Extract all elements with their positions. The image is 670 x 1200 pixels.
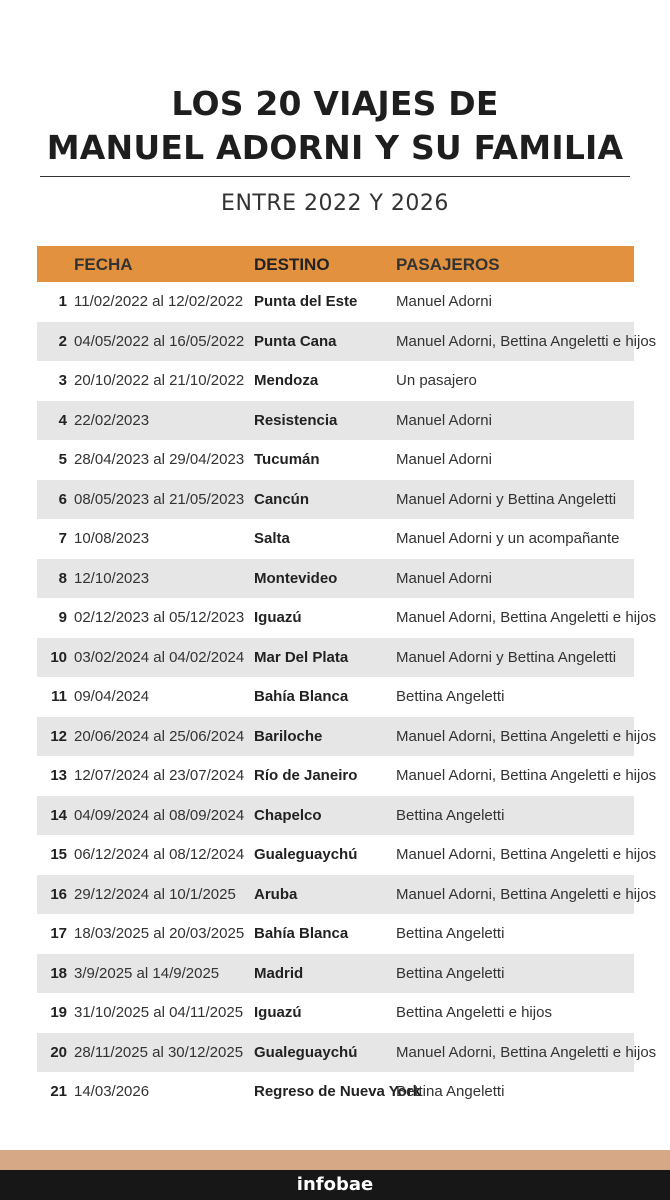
- table-row: [37, 835, 657, 875]
- cell-pasajeros: Manuel Adorni, Bettina Angeletti e hijos: [396, 767, 657, 784]
- column-header-pasajeros: PASAJEROS: [396, 255, 500, 274]
- cell-fecha: 14/03/2026: [74, 1083, 150, 1100]
- row-number: 20: [50, 1043, 67, 1061]
- table-row: [37, 480, 634, 520]
- cell-pasajeros: Bettina Angeletti: [396, 688, 505, 705]
- table-row: [37, 401, 634, 441]
- cell-pasajeros: Manuel Adorni, Bettina Angeletti e hijos: [396, 727, 657, 745]
- cell-fecha: 04/05/2022 al 16/05/2022: [74, 332, 245, 350]
- cell-destino: Tucumán: [254, 451, 320, 468]
- cell-fecha: 12/10/2023: [74, 569, 150, 587]
- table-row: [37, 559, 634, 599]
- title-divider: [40, 176, 630, 177]
- row-number: 18: [50, 964, 67, 982]
- row-number: 13: [50, 767, 67, 784]
- table-row: [37, 1033, 657, 1073]
- table-row: [37, 598, 657, 638]
- cell-pasajeros: Bettina Angeletti: [396, 1083, 505, 1100]
- table-row: [37, 756, 657, 796]
- table-row: [37, 1072, 634, 1112]
- cell-pasajeros: Manuel Adorni y un acompañante: [396, 530, 620, 547]
- table-body: [37, 282, 657, 1112]
- cell-pasajeros: Manuel Adorni y Bettina Angeletti: [396, 490, 617, 508]
- row-number: 14: [50, 806, 67, 824]
- cell-pasajeros: Bettina Angeletti: [396, 964, 505, 982]
- cell-fecha: 28/11/2025 al 30/12/2025: [74, 1043, 244, 1061]
- row-number: 10: [50, 648, 67, 666]
- cell-fecha: 12/07/2024 al 23/07/2024: [74, 767, 245, 784]
- row-number: 8: [58, 569, 67, 587]
- cell-pasajeros: Manuel Adorni: [396, 451, 492, 468]
- cell-fecha: 29/12/2024 al 10/1/2025: [74, 885, 236, 903]
- table-row: [37, 677, 634, 717]
- table-row: [37, 796, 634, 836]
- cell-destino: Bahía Blanca: [254, 688, 349, 705]
- table-header: [37, 246, 634, 282]
- cell-pasajeros: Manuel Adorni, Bettina Angeletti e hijos: [396, 609, 657, 626]
- cell-fecha: 20/10/2022 al 21/10/2022: [74, 372, 245, 389]
- cell-destino: Resistencia: [254, 411, 338, 429]
- table-row: [37, 875, 657, 915]
- row-number: 12: [50, 727, 67, 745]
- cell-destino: Chapelco: [254, 806, 322, 824]
- cell-destino: Punta del Este: [254, 293, 358, 310]
- cell-destino: Gualeguaychú: [254, 846, 358, 863]
- table-row: [37, 440, 634, 480]
- cell-pasajeros: Manuel Adorni, Bettina Angeletti e hijos: [396, 885, 657, 903]
- cell-pasajeros: Manuel Adorni, Bettina Angeletti e hijos: [396, 846, 657, 863]
- table-row: [37, 717, 657, 757]
- row-number: 1: [58, 293, 67, 310]
- cell-fecha: 06/12/2024 al 08/12/2024: [74, 846, 245, 863]
- cell-destino: Iguazú: [254, 1004, 302, 1021]
- cell-fecha: 02/12/2023 al 05/12/2023: [74, 609, 245, 626]
- row-number: 7: [58, 530, 67, 547]
- cell-fecha: 11/02/2022 al 12/02/2022: [74, 293, 244, 310]
- cell-destino: Mar Del Plata: [254, 648, 349, 666]
- trips-table: [37, 246, 657, 1112]
- cell-destino: Punta Cana: [254, 332, 337, 350]
- table-row: [37, 322, 657, 362]
- cell-pasajeros: Manuel Adorni, Bettina Angeletti e hijos: [396, 1043, 657, 1061]
- cell-pasajeros: Bettina Angeletti: [396, 806, 505, 824]
- cell-fecha: 3/9/2025 al 14/9/2025: [74, 964, 220, 982]
- row-number: 16: [50, 885, 67, 903]
- column-header-fecha: FECHA: [74, 255, 133, 274]
- cell-destino: Cancún: [254, 490, 310, 508]
- cell-fecha: 28/04/2023 al 29/04/2023: [74, 451, 245, 468]
- cell-destino: Aruba: [254, 885, 298, 903]
- page-title: [0, 82, 670, 170]
- row-number: 17: [50, 925, 67, 942]
- table-row: [37, 282, 634, 322]
- row-number: 6: [58, 490, 67, 508]
- cell-destino: Salta: [254, 530, 290, 547]
- cell-fecha: 22/02/2023: [74, 411, 150, 429]
- cell-pasajeros: Bettina Angeletti: [396, 925, 505, 942]
- row-number: 4: [58, 411, 67, 429]
- title-line-2: MANUEL ADORNI Y SU FAMILIA: [46, 128, 624, 167]
- cell-pasajeros: Un pasajero: [396, 372, 477, 389]
- cell-pasajeros: Manuel Adorni: [396, 293, 492, 310]
- cell-pasajeros: Manuel Adorni y Bettina Angeletti: [396, 648, 617, 666]
- cell-pasajeros: Manuel Adorni: [396, 569, 492, 587]
- cell-pasajeros: Manuel Adorni: [396, 411, 492, 429]
- row-number: 5: [58, 451, 67, 468]
- cell-fecha: 03/02/2024 al 04/02/2024: [74, 648, 245, 666]
- table-row: [37, 638, 634, 678]
- cell-fecha: 20/06/2024 al 25/06/2024: [74, 727, 245, 745]
- footer-band: [0, 1150, 670, 1170]
- table-row: [37, 519, 634, 559]
- cell-destino: Madrid: [254, 964, 304, 982]
- row-number: 3: [58, 372, 67, 389]
- cell-destino: Iguazú: [254, 609, 302, 626]
- cell-pasajeros: Manuel Adorni, Bettina Angeletti e hijos: [396, 332, 657, 350]
- brand-logo: infobae: [296, 1174, 374, 1195]
- column-header-destino: DESTINO: [254, 255, 330, 274]
- cell-fecha: 04/09/2024 al 08/09/2024: [74, 806, 245, 824]
- row-number: 2: [58, 332, 67, 350]
- cell-destino: Mendoza: [254, 372, 319, 389]
- cell-fecha: 10/08/2023: [74, 530, 150, 547]
- cell-destino: Río de Janeiro: [254, 767, 358, 784]
- cell-fecha: 08/05/2023 al 21/05/2023: [74, 490, 245, 508]
- cell-destino: Regreso de Nueva York: [254, 1083, 422, 1100]
- table-row: [37, 914, 634, 954]
- row-number: 19: [50, 1004, 67, 1021]
- row-number: 9: [58, 609, 67, 626]
- subtitle: ENTRE 2022 Y 2026: [221, 191, 449, 216]
- table-row: [37, 954, 634, 994]
- cell-destino: Bahía Blanca: [254, 925, 349, 942]
- title-line-1: LOS 20 VIAJES DE: [171, 84, 499, 123]
- cell-fecha: 09/04/2024: [74, 688, 150, 705]
- cell-pasajeros: Bettina Angeletti e hijos: [396, 1004, 552, 1021]
- table-row: [37, 993, 634, 1033]
- row-number: 11: [51, 688, 67, 705]
- cell-destino: Gualeguaychú: [254, 1043, 358, 1061]
- row-number: 15: [50, 846, 67, 863]
- cell-destino: Bariloche: [254, 727, 323, 745]
- cell-fecha: 18/03/2025 al 20/03/2025: [74, 925, 245, 942]
- table-row: [37, 361, 634, 401]
- cell-destino: Montevideo: [254, 569, 338, 587]
- row-number: 21: [50, 1083, 67, 1100]
- cell-fecha: 31/10/2025 al 04/11/2025: [74, 1004, 244, 1021]
